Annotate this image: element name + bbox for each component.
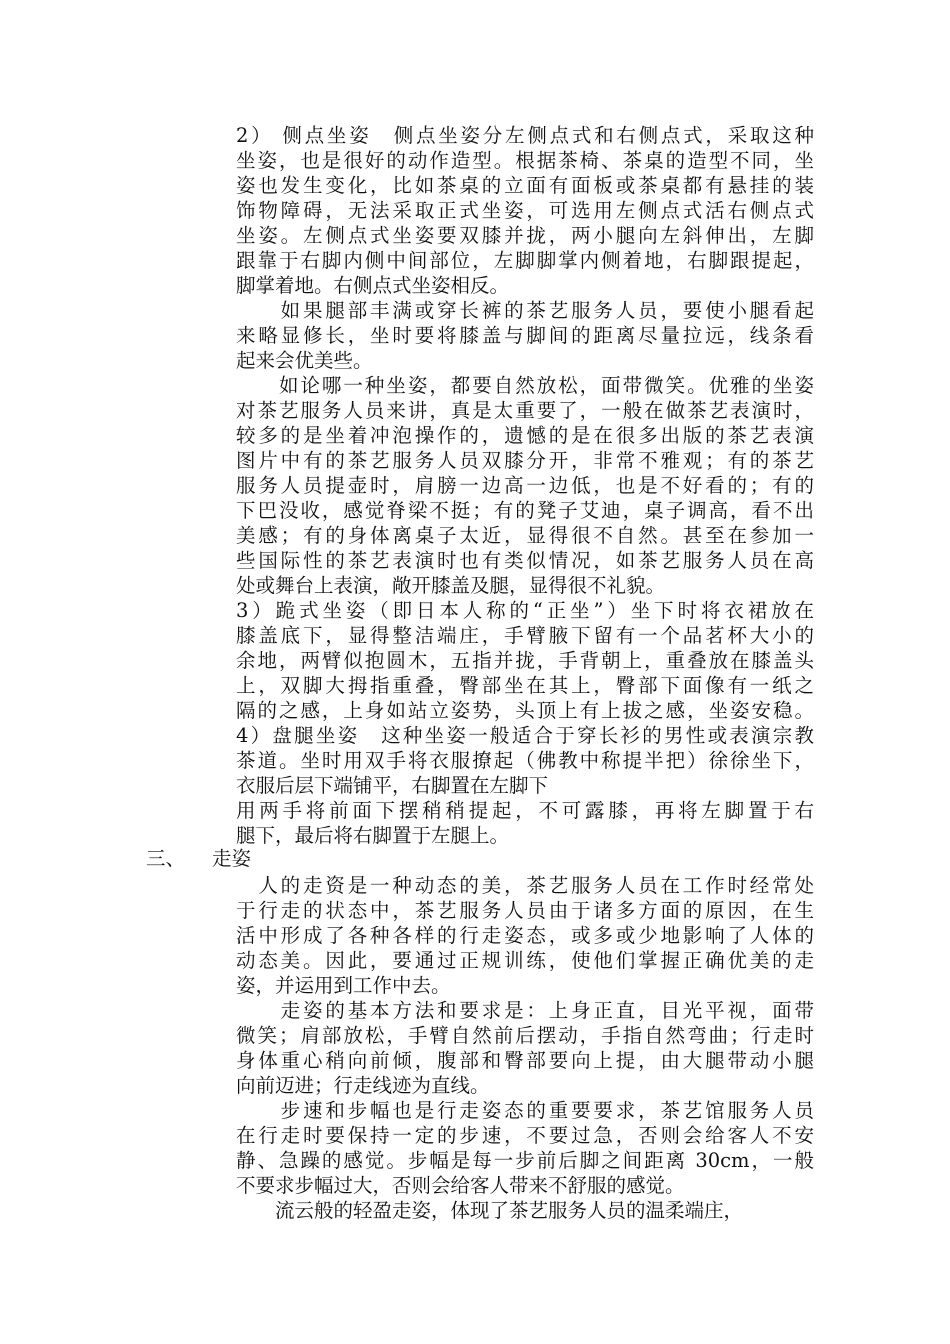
text-line: 人的走资是一种动态的美，茶艺服务人员在工作时经常处 bbox=[236, 874, 814, 897]
text-line: 用两手将前面下摆稍稍提起，不可露膝，再将左脚置于右 bbox=[236, 799, 814, 822]
text-line: 衣服后层下端铺平，右脚置在左脚下 bbox=[236, 774, 549, 797]
text-line: 动态美。因此，要通过正规训练，使他们掌握正确优美的走 bbox=[236, 949, 814, 972]
text-line: 处或舞台上表演，敞开膝盖及腿，显得很不礼貌。 bbox=[236, 574, 666, 597]
paragraph-hands-lift bbox=[236, 798, 814, 848]
paragraph-graceful-walking bbox=[236, 1198, 814, 1223]
text-line: 美感；有的身体离桌子太近，显得很不自然。甚至在参加一 bbox=[236, 524, 814, 547]
text-line: 2） 侧点坐姿 侧点坐姿分左侧点式和右侧点式，采取这种 bbox=[236, 124, 814, 147]
text-line: 微笑；肩部放松，手臂自然前后摆动，手指自然弯曲；行走时 bbox=[236, 1024, 814, 1047]
text-line: 姿也发生变化，比如茶桌的立面有面板或茶桌都有悬挂的装 bbox=[236, 174, 814, 197]
text-line: 些国际性的茶艺表演时也有类似情况，如茶艺服务人员在高 bbox=[236, 549, 814, 572]
text-line: 余地，两臂似抱圆木，五指并拢，手背朝上，重叠放在膝盖头 bbox=[236, 649, 814, 672]
text-line: 起来会优美些。 bbox=[236, 349, 373, 372]
text-line: 静、急躁的感觉。步幅是每一步前后脚之间距离 30cm，一般 bbox=[236, 1149, 814, 1172]
paragraph-walking-intro bbox=[236, 873, 814, 998]
text-line: 如论哪一种坐姿，都要自然放松，面带微笑。优雅的坐姿 bbox=[236, 374, 814, 397]
text-line: 跟靠于右脚内侧中间部位，左脚脚掌内侧着地，右脚跟提起， bbox=[236, 249, 814, 272]
text-line: 如果腿部丰满或穿长裤的茶艺服务人员，要使小腿看起 bbox=[236, 299, 814, 322]
paragraph-cross-legged-sitting bbox=[236, 723, 814, 798]
text-line: 4）盘腿坐姿 这种坐姿一般适合于穿长衫的男性或表演宗教 bbox=[236, 724, 814, 747]
paragraph-natural-relaxed bbox=[236, 373, 814, 598]
section-number: 三、 bbox=[146, 847, 186, 870]
text-line: 不要求步幅过大，否则会给客人带来不舒服的感觉。 bbox=[236, 1174, 685, 1197]
text-line: 坐姿，也是很好的动作造型。根据茶椅、茶桌的造型不同，坐 bbox=[236, 149, 814, 172]
text-line: 饰物障碍，无法采取正式坐姿，可选用左侧点式活右侧点式 bbox=[236, 199, 814, 222]
paragraph-walking-speed bbox=[236, 1098, 814, 1198]
text-line: 在行走时要保持一定的步速，不要过急，否则会给客人不安 bbox=[236, 1124, 814, 1147]
text-line: 服务人员提壶时，肩膀一边高一边低，也是不好看的；有的 bbox=[236, 474, 814, 497]
text-line: 步速和步幅也是行走姿态的重要要求，茶艺馆服务人员 bbox=[236, 1099, 814, 1122]
text-line: 隔的之感，上身如站立姿势，头顶上有上拔之感，坐姿安稳。 bbox=[236, 699, 814, 722]
text-line: 身体重心稍向前倾，腹部和臀部要向上提，由大腿带动小腿 bbox=[236, 1049, 814, 1072]
paragraph-walking-method bbox=[236, 998, 814, 1098]
text-line: 脚掌着地。右侧点式坐姿相反。 bbox=[236, 274, 510, 297]
text-line: 对茶艺服务人员来讲，真是太重要了，一般在做茶艺表演时， bbox=[236, 399, 814, 422]
text-line: 走姿的基本方法和要求是：上身正直，目光平视，面带 bbox=[236, 999, 814, 1022]
text-line: 流云般的轻盈走姿，体现了茶艺服务人员的温柔端庄， bbox=[236, 1199, 744, 1222]
paragraph-kneeling-sitting bbox=[236, 598, 814, 723]
text-line: 坐姿。左侧点式坐姿要双膝并拢，两小腿向左斜伸出，左脚 bbox=[236, 224, 814, 247]
text-line: 于行走的状态中，茶艺服务人员由于诸多方面的原因，在生 bbox=[236, 899, 814, 922]
text-line: 腿下，最后将右脚置于左腿上。 bbox=[236, 824, 510, 847]
text-line: 茶道。坐时用双手将衣服撩起（佛教中称提半把）徐徐坐下， bbox=[236, 749, 814, 772]
text-line: 膝盖底下，显得整洁端庄，手臂腋下留有一个品茗杯大小的 bbox=[236, 624, 814, 647]
section-heading: 走姿 bbox=[212, 847, 252, 870]
paragraph-side-point-sitting bbox=[236, 123, 814, 298]
text-line: 向前迈进；行走线迹为直线。 bbox=[236, 1074, 490, 1097]
text-line: 姿，并运用到工作中去。 bbox=[236, 974, 451, 997]
text-line: 3）跪式坐姿（即日本人称的“正坐”）坐下时将衣裙放在 bbox=[236, 599, 814, 622]
paragraph-leg-length bbox=[236, 298, 814, 373]
text-line: 较多的是坐着冲泡操作的，遗憾的是在很多出版的茶艺表演 bbox=[236, 424, 814, 447]
text-line: 图片中有的茶艺服务人员双膝分开，非常不雅观；有的茶艺 bbox=[236, 449, 814, 472]
text-line: 上，双脚大拇指重叠，臀部坐在其上，臀部下面像有一纸之 bbox=[236, 674, 814, 697]
text-line: 活中形成了各种各样的行走姿态，或多或少地影响了人体的 bbox=[236, 924, 814, 947]
text-line: 来略显修长，坐时要将膝盖与脚间的距离尽量拉远，线条看 bbox=[236, 324, 814, 347]
text-line: 下巴没收，感觉脊梁不挺；有的凳子艾迪，桌子调高，看不出 bbox=[236, 499, 814, 522]
